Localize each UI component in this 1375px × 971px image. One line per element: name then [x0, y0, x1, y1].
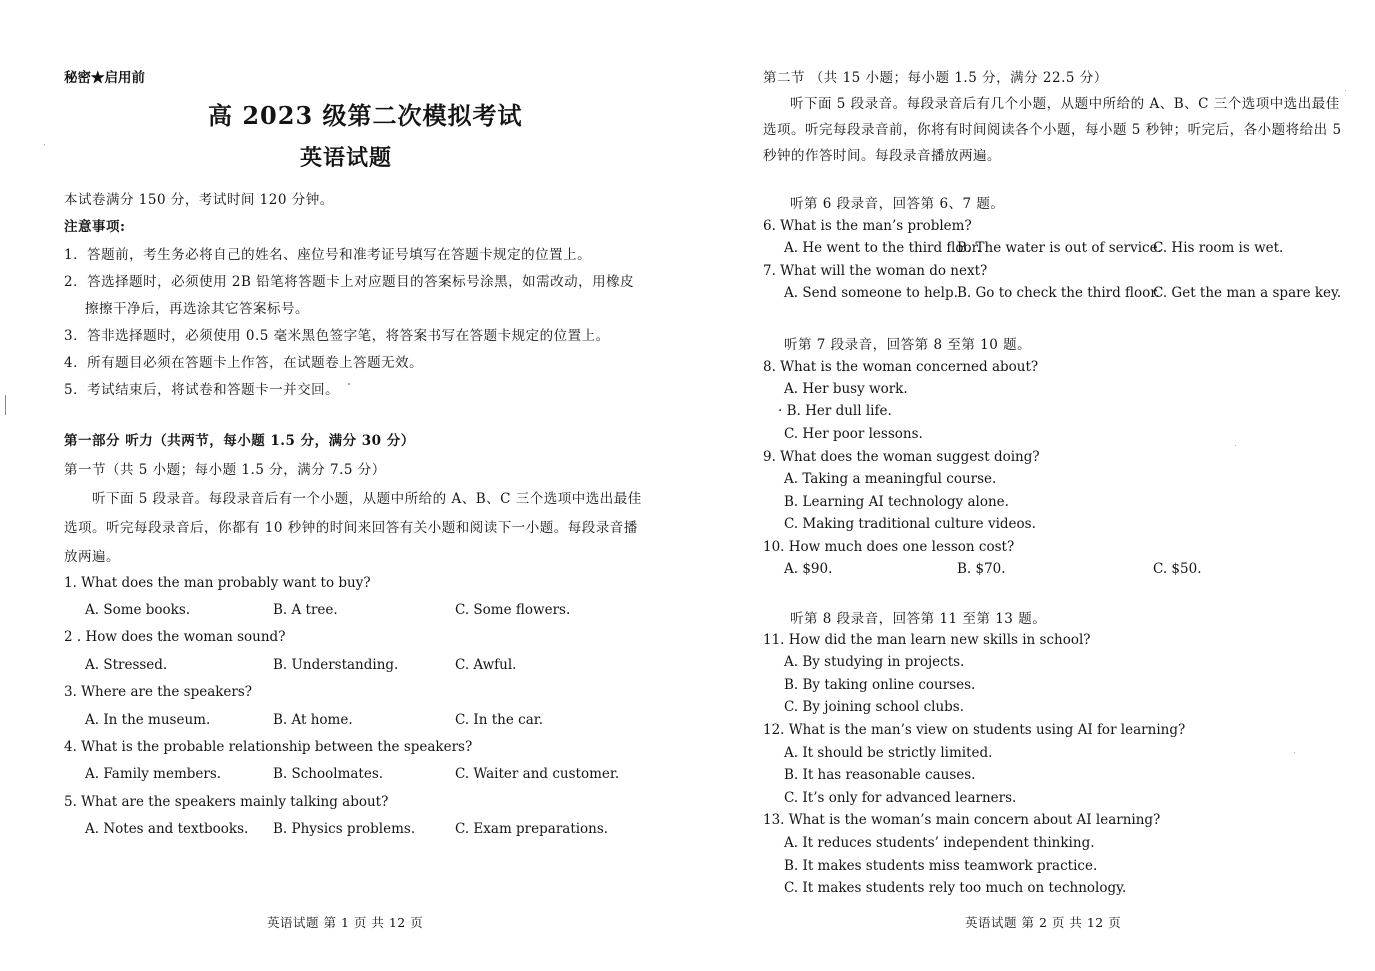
option-b: B. By taking online courses. [784, 677, 976, 693]
scan-speck [44, 144, 45, 145]
question-stem: 6. What is the man’s problem? [763, 218, 972, 234]
option-a: A. By studying in projects. [784, 654, 965, 670]
option-c: C. In the car. [455, 712, 544, 728]
question-stem: 10. How much does one lesson cost? [763, 539, 1015, 555]
note-item: 1．答题前，考生务必将自己的姓名、座位号和准考证号填写在答题卡规定的位置上。 [64, 247, 592, 263]
option-a: A. Her busy work. [784, 381, 908, 397]
option-b: B. Learning AI technology alone. [784, 494, 1009, 510]
question-stem: 8. What is the woman concerned about? [763, 359, 1039, 375]
part1-heading: 第一部分 听力（共两节，每小题 1.5 分，满分 30 分） [64, 433, 415, 449]
question-stem: 2 . How does the woman sound? [64, 629, 286, 645]
option-c: C. Some flowers. [455, 602, 571, 618]
page-footer: 英语试题 第 1 页 共 12 页 [267, 915, 424, 930]
recording-heading: 听第 7 段录音，回答第 8 至第 10 题。 [784, 337, 1032, 353]
option-b: B. A tree. [273, 602, 338, 618]
question-stem: 13. What is the woman’s main concern about AI learning? [763, 812, 1161, 828]
option-a: A. $90. [784, 561, 833, 577]
option-c: C. Waiter and customer. [455, 766, 620, 782]
option-a: A. In the museum. [85, 712, 211, 728]
scan-speck [1235, 445, 1236, 446]
option-a: A. Notes and textbooks. [85, 821, 249, 837]
option-b: B. Physics problems. [273, 821, 416, 837]
option-b: · B. Her dull life. [778, 403, 892, 419]
section1-instruction: 放两遍。 [64, 549, 120, 565]
question-stem: 3. Where are the speakers? [64, 684, 253, 700]
option-b: B. Schoolmates. [273, 766, 384, 782]
scan-speck [1345, 90, 1346, 91]
option-c: C. Exam preparations. [455, 821, 609, 837]
option-b: B. $70. [957, 561, 1006, 577]
option-a: A. Some books. [85, 602, 191, 618]
option-b: B. Understanding. [273, 657, 399, 673]
section2-heading: 第二节 （共 15 小题；每小题 1.5 分，满分 22.5 分） [763, 70, 1108, 86]
option-a: A. Family members. [85, 766, 222, 782]
option-a: A. It should be strictly limited. [784, 745, 993, 761]
question-stem: 7. What will the woman do next? [763, 263, 988, 279]
scan-speck [348, 383, 350, 385]
option-c: C. Making traditional culture videos. [784, 516, 1036, 532]
option-c: C. It’s only for advanced learners. [784, 790, 1017, 806]
option-a: A. Send someone to help. [784, 285, 958, 301]
note-item: 2．答选择题时，必须使用 2B 铅笔将答题卡上对应题目的答案标号涂黑，如需改动，用橡皮 [64, 274, 635, 290]
option-c: C. His room is wet. [1153, 240, 1284, 256]
section1-instruction: 听下面 5 段录音。每段录音后有一个小题，从题中所给的 A、B、C 三个选项中选出最佳 [92, 491, 642, 507]
question-stem: 11. How did the man learn new skills in school? [763, 632, 1091, 648]
option-a: A. Stressed. [85, 657, 168, 673]
question-stem: 5. What are the speakers mainly talking about? [64, 794, 389, 810]
exam-page-2 [690, 0, 1375, 971]
option-c: C. $50. [1153, 561, 1202, 577]
option-b: B. At home. [273, 712, 353, 728]
question-stem: 1. What does the man probably want to buy? [64, 575, 371, 591]
section2-instruction: 秒钟的作答时间。每段录音播放两遍。 [763, 148, 1001, 164]
exam-intro: 本试卷满分 150 分，考试时间 120 分钟。 [64, 192, 334, 208]
exam-subtitle: 英语试题 [300, 145, 393, 171]
option-b: B. It has reasonable causes. [784, 767, 976, 783]
scan-speck [1294, 752, 1295, 753]
note-item: 5．考试结束后，将试卷和答题卡一并交回。 [64, 382, 340, 398]
option-c: C. Her poor lessons. [784, 426, 923, 442]
question-stem: 4. What is the probable relationship between the speakers? [64, 739, 473, 755]
option-a: A. Taking a meaningful course. [784, 471, 997, 487]
recording-heading: 听第 8 段录音，回答第 11 至第 13 题。 [790, 611, 1047, 627]
notes-heading: 注意事项: [64, 219, 126, 235]
option-b: B. It makes students miss teamwork practice. [784, 858, 1098, 874]
note-item: 3．答非选择题时，必须使用 0.5 毫米黑色签字笔，将答案书写在答题卡规定的位置上。 [64, 328, 610, 344]
section1-heading: 第一节（共 5 小题；每小题 1.5 分，满分 7.5 分） [64, 462, 386, 478]
note-item-continued: 擦擦干净后，再选涂其它答案标号。 [85, 301, 309, 317]
recording-heading: 听第 6 段录音，回答第 6、7 题。 [790, 196, 1005, 212]
section2-instruction: 选项。听完每段录音前，你将有时间阅读各个小题，每小题 5 秒钟；听完后，各小题将给出 5 [763, 122, 1342, 138]
section2-instruction: 听下面 5 段录音。每段录音后有几个小题，从题中所给的 A、B、C 三个选项中选出最佳 [790, 96, 1340, 112]
note-item: 4．所有题目必须在答题卡上作答，在试题卷上答题无效。 [64, 355, 424, 371]
option-c: C. It makes students rely too much on technology. [784, 880, 1127, 896]
scan-mark [5, 395, 6, 415]
page-footer: 英语试题 第 2 页 共 12 页 [965, 915, 1122, 930]
option-c: C. Get the man a spare key. [1153, 285, 1342, 301]
option-a: A. He went to the third floor. [784, 240, 981, 256]
exam-title: 高 2023 级第二次模拟考试 [208, 101, 523, 130]
option-b: B. The water is out of service. [957, 240, 1162, 256]
option-b: B. Go to check the third floor. [957, 285, 1160, 301]
option-c: C. By joining school clubs. [784, 699, 965, 715]
question-stem: 12. What is the man’s view on students using AI for learning? [763, 722, 1186, 738]
confidential-mark: 秘密★启用前 [64, 70, 145, 86]
section1-instruction: 选项。听完每段录音后，你都有 10 秒钟的时间来回答有关小题和阅读下一小题。每段录音播 [64, 520, 638, 536]
option-a: A. It reduces students’ independent thinking. [784, 835, 1095, 851]
question-stem: 9. What does the woman suggest doing? [763, 449, 1040, 465]
option-c: C. Awful. [455, 657, 517, 673]
